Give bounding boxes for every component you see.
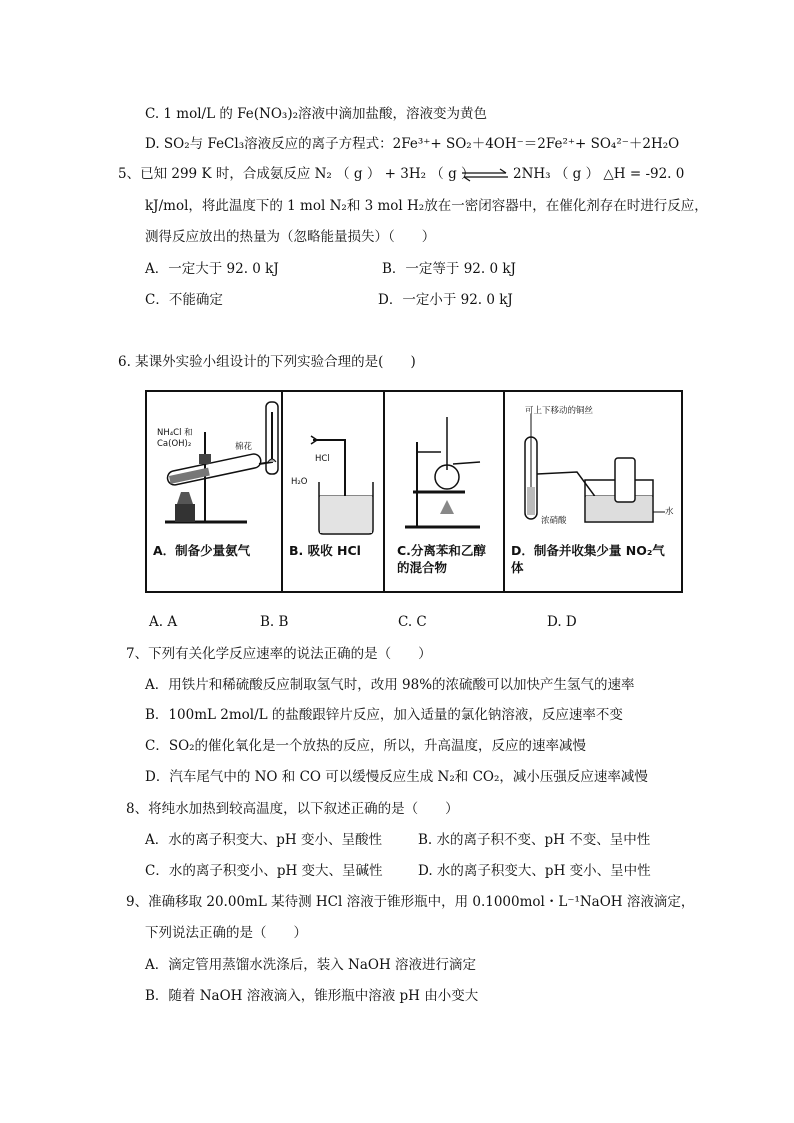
q5-stem-line3: 测得反应放出的热量为（忽略能量损失）（ ） [145,229,436,245]
ammonia-setup-drawing [147,392,281,592]
q8-stem: 8、将纯水加热到较高温度，以下叙述正确的是（ ） [126,801,459,817]
panel-b [283,392,385,591]
panel-d [505,392,681,591]
label-hcl: HCl [315,454,330,464]
apparatus-figure [145,390,683,593]
q6-option-a: A. A [149,614,178,630]
label-water-d: 水 [665,507,674,517]
q7-option-b: B．100mL 2mol/L 的盐酸跟锌片反应，加入适量的氯化钠溶液，反应速率不变 [145,707,623,723]
label-reagent-a1: NH₄Cl 和 [157,428,193,438]
q7-option-d: D．汽车尾气中的 NO 和 CO 可以缓慢反应生成 N₂和 CO₂，减小压强反应速率减慢 [145,769,648,785]
label-nitric-acid: 浓硝酸 [541,516,567,526]
q6-option-d: D. D [547,614,577,630]
q6-stem: 6. 某课外实验小组设计的下列实验合理的是( ) [118,354,416,370]
label-reagent-a2: Ca(OH)₂ [157,439,192,449]
q5-stem-line1-right: 2NH₃ （ g ） △H = -92. 0 [513,166,685,182]
q7-stem: 7、下列有关化学反应速率的说法正确的是（ ） [126,646,432,662]
q5-option-d: D．一定小于 92. 0 kJ [378,292,513,308]
q9-stem-line2: 下列说法正确的是（ ） [145,925,307,941]
q9-option-a: A．滴定管用蒸馏水洗涤后，装入 NaOH 溶液进行滴定 [145,957,477,973]
panel-c [385,392,505,591]
q7-option-a: A．用铁片和稀硫酸反应制取氢气时，改用 98%的浓硫酸可以加快产生氢气的速率 [145,677,635,693]
q9-stem-line1: 9、准确移取 20.00mL 某待测 HCl 溶液于锥形瓶中，用 0.1000mol・L⁻¹NaOH 溶液滴定， [126,894,695,910]
q9-option-b: B．随着 NaOH 溶液滴入，锥形瓶中溶液 pH 由小变大 [145,988,479,1004]
q8-option-b: B. 水的离子积不变、pH 不变、呈中性 [418,832,651,848]
q4-option-d: D. SO₂与 FeCl₃溶液反应的离子方程式：2Fe³⁺+ SO₂＋4OH⁻＝2Fe²⁺+ SO₄²⁻＋2H₂O [145,136,680,152]
label-copper-wire: 可上下移动的铜丝 [525,406,594,416]
q8-option-a: A．水的离子积变大、pH 变小、呈酸性 [145,832,382,848]
q8-option-c: C．水的离子积变小、pH 变大、呈碱性 [145,863,383,879]
q8-option-d: D. 水的离子积变大、pH 变小、呈中性 [418,863,651,879]
equilibrium-arrow-icon [460,168,510,182]
q6-option-b: B. B [260,614,289,630]
q4-option-c: C. 1 mol/L 的 Fe(NO₃)₂溶液中滴加盐酸，溶液变为黄色 [145,106,488,122]
hcl-absorption-drawing [283,392,383,592]
q5-stem-line1-left: 5、已知 299 K 时，合成氨反应 N₂ （ g ） + 3H₂ （ g ） [118,166,475,182]
q7-option-c: C．SO₂的催化氧化是一个放热的反应，所以，升高温度，反应的速率减慢 [145,738,587,754]
caption-b: B. 吸收 HCl [289,543,361,558]
label-cotton: 棉花 [235,442,253,452]
q5-option-c: C．不能确定 [145,292,223,308]
q6-option-c: C. C [398,614,427,630]
caption-a: A．制备少量氨气 [153,543,251,558]
label-water-b: H₂O [291,477,308,487]
caption-c: C.分离苯和乙醇的混合物 [397,543,486,575]
caption-d: D．制备并收集少量 NO₂气体 [511,543,665,575]
q5-option-b: B．一定等于 92. 0 kJ [382,261,516,277]
q5-stem-line2: kJ/mol，将此温度下的 1 mol N₂和 3 mol H₂放在一密闭容器中，在催化剂存在时进行反应， [145,198,708,214]
q5-option-a: A．一定大于 92. 0 kJ [145,261,279,277]
panel-a [147,392,283,591]
